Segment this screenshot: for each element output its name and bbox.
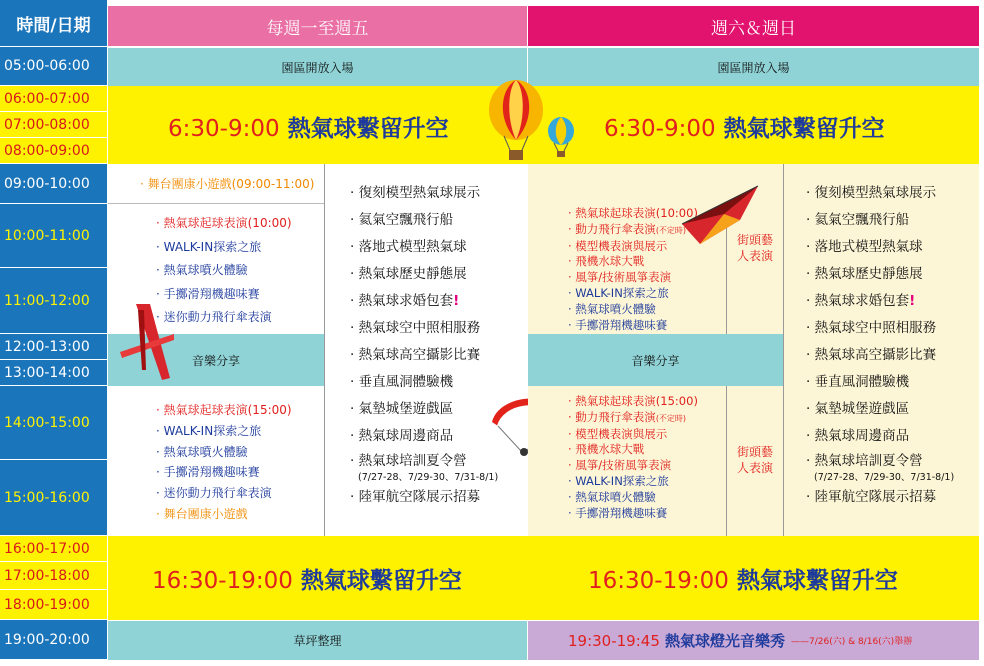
time-label: 05:00-06:00	[4, 58, 90, 74]
night-show-label: 熱氣球燈光音樂秀	[664, 632, 785, 650]
time-label: 14:00-15:00	[4, 414, 90, 431]
time-1500	[0, 460, 107, 536]
list-item: · 迷你動力飛行傘表演	[156, 310, 272, 324]
list-item: · 手擲滑翔機趣味賽	[568, 505, 668, 520]
time-label: 15:00-16:00	[4, 489, 90, 506]
evening-tether-weekend	[588, 562, 898, 595]
night-show-note-text: 7/26(六) & 8/16(六)舉辦	[808, 637, 913, 647]
time-1800	[0, 590, 107, 620]
activity-item: · 熱氣球高空攝影比賽	[806, 347, 937, 363]
list-item: · 熱氣球噴火體驗	[156, 263, 248, 277]
list-item: · 迷你動力飛行傘表演	[156, 486, 272, 501]
lawn-label: 草坪整理	[293, 634, 342, 648]
weekday-activities-list	[350, 180, 498, 511]
time-1600	[0, 536, 107, 562]
park-open-weekend	[528, 48, 979, 86]
header-weekend-label: 週六＆週日	[711, 18, 796, 39]
activity-item: · 熱氣球培訓夏令營	[806, 453, 923, 469]
music-label: 音樂分享	[191, 353, 240, 368]
activity-item: · 落地式模型熱氣球	[350, 239, 467, 255]
time-label: 13:00-14:00	[4, 364, 90, 381]
park-open-weekday	[108, 48, 527, 86]
time-label: 18:00-19:00	[4, 596, 90, 613]
lawn-maintenance	[108, 621, 527, 660]
kite-icon	[680, 184, 760, 254]
divider	[108, 203, 324, 204]
list-item: · 熱氣球噴火體驗	[568, 301, 656, 316]
weekend-afternoon-list	[568, 394, 698, 521]
activity-item: · 熱氣球周邊商品	[350, 428, 454, 444]
glider-icon	[116, 300, 176, 382]
activity-item: · 熱氣球空中照相服務	[350, 320, 481, 336]
list-item: · WALK-IN探索之旅	[568, 285, 669, 300]
activity-item: · 陸軍航空隊展示招募	[350, 489, 481, 505]
street-performance-afternoon	[730, 444, 780, 476]
music-label: 音樂分享	[631, 353, 680, 368]
list-item: · 模型機表演與展示	[568, 238, 668, 253]
time-label: 09:00-10:00	[4, 175, 90, 192]
time-1900	[0, 620, 107, 660]
time-1100	[0, 268, 107, 334]
time-1300	[0, 360, 107, 386]
list-item: · 熱氣球起球表演(10:00)	[156, 216, 292, 230]
header-time-cell	[0, 0, 107, 46]
list-item: · 動力飛行傘表演	[568, 409, 656, 424]
header-weekday-label: 每週一至週五	[266, 18, 369, 39]
list-item: · 風箏/技術風箏表演	[568, 270, 672, 285]
activity-item: · 落地式模型熱氣球	[806, 239, 923, 255]
list-note: (不定時)	[655, 413, 687, 423]
divider	[783, 164, 784, 536]
activity-item: · 熱氣球培訓夏令營	[350, 453, 467, 469]
activity-item: · 熱氣球歷史靜態展	[806, 266, 923, 282]
tether-time: 16:30-19:00	[152, 568, 293, 594]
list-item: · 熱氣球起球表演(15:00)	[156, 403, 292, 417]
time-0700	[0, 112, 107, 138]
time-label: 08:00-09:00	[4, 142, 90, 159]
activity-subnote: (7/27-28、7/29-30、7/31-8/1)	[814, 472, 955, 483]
list-item: · 熱氣球噴火體驗	[568, 489, 656, 504]
time-0800	[0, 138, 107, 164]
list-item: · 熱氣球起球表演(10:00)	[568, 206, 698, 220]
time-label: 10:00-11:00	[4, 227, 90, 244]
activity-item: · 氦氣空飄飛行船	[806, 212, 910, 228]
activity-item: · 氣墊城堡遊戲區	[350, 401, 454, 417]
list-item: · 手擲滑翔機趣味賽	[568, 317, 668, 332]
list-item: · 熱氣球起球表演(15:00)	[568, 394, 698, 408]
list-item: · 模型機表演與展示	[568, 426, 668, 441]
time-label: 11:00-12:00	[4, 292, 90, 309]
time-label: 07:00-08:00	[4, 116, 90, 133]
tether-label: 熱氣球繫留升空	[287, 116, 449, 142]
time-1200	[0, 334, 107, 360]
time-1000	[0, 204, 107, 268]
tether-label: 熱氣球繫留升空	[736, 568, 898, 594]
street-perf-line: 街頭藝	[736, 445, 773, 459]
time-label: 12:00-13:00	[4, 338, 90, 355]
divider	[324, 164, 325, 536]
list-item: · 手擲滑翔機趣味賽	[156, 286, 260, 301]
list-item: · WALK-IN探索之旅	[156, 423, 262, 438]
park-open-label: 園區開放入場	[717, 60, 790, 75]
morning-tether-weekend	[604, 110, 885, 143]
list-item: · 飛機水球大戰	[568, 254, 645, 269]
weekend-morning-list	[568, 206, 698, 333]
time-label: 17:00-18:00	[4, 567, 90, 584]
small-balloon-icon	[546, 116, 576, 160]
time-1700	[0, 562, 107, 590]
header-weekend-cell	[528, 6, 979, 46]
activity-item: · 熱氣球周邊商品	[806, 428, 910, 444]
time-label: 06:00-07:00	[4, 90, 90, 107]
activity-item: · 垂直風洞體驗機	[806, 374, 910, 390]
weekend-activities-list	[806, 180, 954, 511]
time-label: 19:00-20:00	[4, 631, 90, 648]
morning-tether-weekday	[168, 110, 449, 143]
exclaim-mark: !	[453, 293, 460, 309]
tether-label: 熱氣球繫留升空	[723, 116, 885, 142]
night-show-note: ——7/26(六) & 8/16(六)舉辦	[790, 637, 913, 647]
time-0600	[0, 86, 107, 112]
divider	[726, 386, 727, 536]
activity-item: · 復刻模型熱氣球展示	[350, 185, 481, 201]
tether-time: 16:30-19:00	[588, 568, 729, 594]
hot-air-balloon-icon	[486, 78, 552, 164]
street-perf-line: 街頭藝	[736, 233, 773, 247]
park-open-label: 園區開放入場	[281, 60, 354, 75]
activity-item: · 熱氣球空中照相服務	[806, 320, 937, 336]
weekday-afternoon-list	[156, 400, 292, 525]
weekday-stage-game	[140, 175, 315, 194]
list-item: · 動力飛行傘表演	[568, 221, 656, 236]
list-item: · 舞台團康小遊戲	[156, 506, 248, 521]
time-0900	[0, 164, 107, 204]
activity-item: · 熱氣球求婚包套	[350, 293, 454, 309]
list-item: · WALK-IN探索之旅	[156, 239, 262, 254]
activity-item: · 垂直風洞體驗機	[350, 374, 454, 390]
tether-time: 6:30-9:00	[604, 116, 716, 142]
music-weekend	[528, 334, 783, 386]
activity-item: · 氦氣空飄飛行船	[350, 212, 454, 228]
activity-item: · 復刻模型熱氣球展示	[806, 185, 937, 201]
activity-item: · 氣墊城堡遊戲區	[806, 401, 910, 417]
time-1400	[0, 386, 107, 460]
evening-tether-weekday	[152, 562, 462, 595]
list-item: · WALK-IN探索之旅	[568, 473, 669, 488]
list-item: · 飛機水球大戰	[568, 442, 645, 457]
night-show-cell	[528, 621, 979, 660]
list-item: · 風箏/技術風箏表演	[568, 458, 672, 473]
tether-label: 熱氣球繫留升空	[300, 568, 462, 594]
exclaim-mark: !	[909, 293, 916, 309]
time-0500	[0, 47, 107, 86]
activity-item: · 熱氣球歷史靜態展	[350, 266, 467, 282]
tether-time: 6:30-9:00	[168, 116, 280, 142]
activity-subnote: (7/27-28、7/29-30、7/31-8/1)	[358, 472, 499, 483]
list-item: · 熱氣球噴火體驗	[156, 444, 248, 459]
header-weekday-cell	[108, 6, 527, 46]
header-time-label: 時間/日期	[16, 15, 91, 36]
street-perf-line: 人表演	[736, 461, 773, 475]
night-show-time: 19:30-19:45	[568, 631, 660, 650]
list-item: · 手擲滑翔機趣味賽	[156, 465, 260, 480]
weekday-morning-list	[156, 212, 292, 330]
activity-item: · 熱氣球高空攝影比賽	[350, 347, 481, 363]
activity-item: · 陸軍航空隊展示招募	[806, 489, 937, 505]
list-note: (不定時)	[655, 225, 687, 235]
time-label: 16:00-17:00	[4, 540, 90, 557]
stage-game-label: · 舞台團康小遊戲(09:00-11:00)	[140, 177, 315, 191]
street-perf-line: 人表演	[736, 249, 773, 263]
activity-item: · 熱氣球求婚包套	[806, 293, 910, 309]
